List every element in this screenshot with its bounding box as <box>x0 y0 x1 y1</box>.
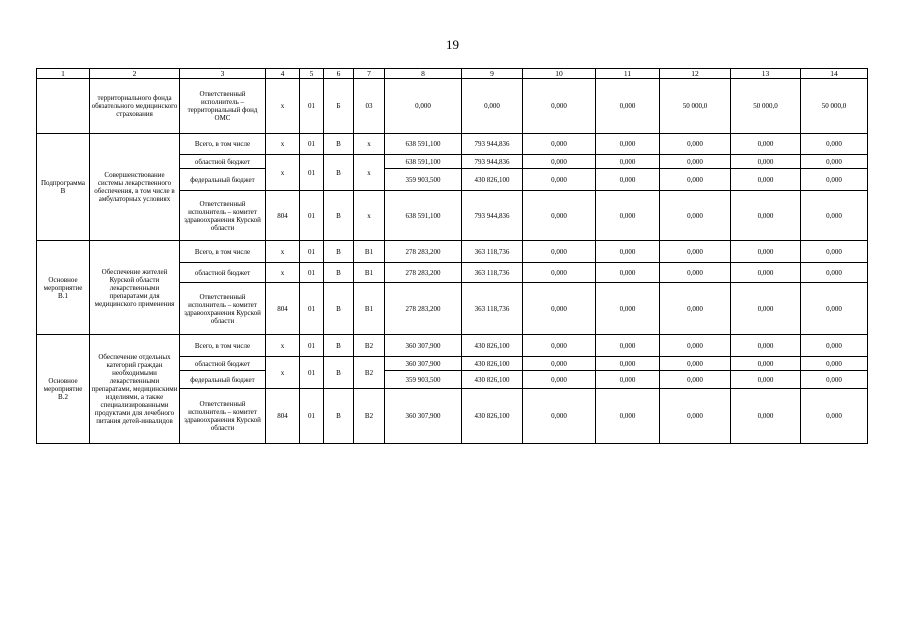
funding-source-cell: Ответственный исполнитель – территориальный фонд ОМС <box>180 79 266 134</box>
value-cell: 0,000 <box>731 155 801 169</box>
value-cell: 0,000 <box>801 169 868 191</box>
table-cell: х <box>266 357 300 389</box>
value-cell: 430 826,100 <box>462 169 523 191</box>
column-header: 7 <box>354 69 385 79</box>
value-cell: 0,000 <box>596 169 660 191</box>
value-cell: 50 000,0 <box>801 79 868 134</box>
column-header: 3 <box>180 69 266 79</box>
value-cell: 430 826,100 <box>462 371 523 389</box>
value-cell: 0,000 <box>596 335 660 357</box>
table-cell: х <box>354 134 385 155</box>
funding-source-cell: Ответственный исполнитель – комитет здравоохранения Курской области <box>180 191 266 241</box>
value-cell: 430 826,100 <box>462 357 523 371</box>
value-cell: 0,000 <box>596 357 660 371</box>
value-cell: 793 944,836 <box>462 155 523 169</box>
value-cell: 0,000 <box>660 169 731 191</box>
column-header: 4 <box>266 69 300 79</box>
table-cell: 01 <box>300 79 324 134</box>
table-cell: В2 <box>354 389 385 444</box>
value-cell: 0,000 <box>731 357 801 371</box>
value-cell: 0,000 <box>523 191 596 241</box>
value-cell: 0,000 <box>731 134 801 155</box>
value-cell: 0,000 <box>731 241 801 263</box>
funding-source-cell: Всего, в том числе <box>180 335 266 357</box>
table-cell: В <box>324 335 354 357</box>
value-cell: 50 000,0 <box>731 79 801 134</box>
value-cell: 0,000 <box>801 191 868 241</box>
table-cell: 804 <box>266 389 300 444</box>
funding-source-cell: Ответственный исполнитель – комитет здравоохранения Курской области <box>180 283 266 335</box>
value-cell: 0,000 <box>523 134 596 155</box>
funding-source-cell: Всего, в том числе <box>180 241 266 263</box>
table-cell: Б <box>324 79 354 134</box>
value-cell: 0,000 <box>731 335 801 357</box>
value-cell: 0,000 <box>523 169 596 191</box>
table-cell: 01 <box>300 155 324 191</box>
table-cell: 804 <box>266 191 300 241</box>
table-cell: 01 <box>300 357 324 389</box>
table-cell: 01 <box>300 335 324 357</box>
value-cell: 0,000 <box>596 134 660 155</box>
value-cell: 0,000 <box>660 241 731 263</box>
value-cell: 0,000 <box>596 263 660 283</box>
value-cell: 363 118,736 <box>462 263 523 283</box>
table-header-row <box>37 69 868 79</box>
value-cell: 0,000 <box>660 335 731 357</box>
value-cell: 0,000 <box>462 79 523 134</box>
funding-source-cell: областной бюджет <box>180 263 266 283</box>
column-header: 13 <box>731 69 801 79</box>
column-header: 12 <box>660 69 731 79</box>
program-label-cell <box>37 79 90 134</box>
value-cell: 0,000 <box>660 389 731 444</box>
table-cell: х <box>266 263 300 283</box>
table-cell: В <box>324 357 354 389</box>
value-cell: 0,000 <box>660 357 731 371</box>
table-cell: 804 <box>266 283 300 335</box>
column-header: 5 <box>300 69 324 79</box>
program-name-cell: Обеспечение отдельных категорий граждан необходимыми лекарственными препаратами, медицинскими изделиями, а также специализированными продуктами для лечебного питания детей-инвалидов <box>90 335 180 444</box>
value-cell: 0,000 <box>660 263 731 283</box>
value-cell: 0,000 <box>523 155 596 169</box>
value-cell: 0,000 <box>660 155 731 169</box>
value-cell: 360 307,900 <box>385 389 462 444</box>
value-cell: 0,000 <box>523 241 596 263</box>
value-cell: 363 118,736 <box>462 241 523 263</box>
table-row <box>37 241 868 263</box>
program-name-cell: Обеспечение жителей Курской области лекарственными препаратами для медицинского применения <box>90 241 180 335</box>
value-cell: 0,000 <box>731 283 801 335</box>
table-cell: В <box>324 241 354 263</box>
table-cell: В <box>324 263 354 283</box>
table-cell: В <box>324 389 354 444</box>
value-cell: 0,000 <box>801 283 868 335</box>
funding-source-cell: федеральный бюджет <box>180 371 266 389</box>
funding-source-cell: Всего, в том числе <box>180 134 266 155</box>
value-cell: 0,000 <box>660 134 731 155</box>
value-cell: 430 826,100 <box>462 389 523 444</box>
value-cell: 0,000 <box>801 371 868 389</box>
value-cell: 0,000 <box>801 357 868 371</box>
value-cell: 0,000 <box>596 155 660 169</box>
program-label-cell: Основное мероприятие В.2 <box>37 335 90 444</box>
value-cell: 0,000 <box>731 169 801 191</box>
value-cell: 0,000 <box>596 283 660 335</box>
table-cell: 01 <box>300 134 324 155</box>
value-cell: 0,000 <box>801 241 868 263</box>
value-cell: 278 283,200 <box>385 283 462 335</box>
program-label-cell: Основное мероприятие В.1 <box>37 241 90 335</box>
value-cell: 360 307,900 <box>385 357 462 371</box>
value-cell: 0,000 <box>731 263 801 283</box>
table-cell: х <box>354 191 385 241</box>
page-number: 19 <box>446 37 459 52</box>
column-header: 14 <box>801 69 868 79</box>
table-cell: х <box>266 134 300 155</box>
value-cell: 50 000,0 <box>660 79 731 134</box>
value-cell: 0,000 <box>523 357 596 371</box>
value-cell: 0,000 <box>596 371 660 389</box>
value-cell: 0,000 <box>731 191 801 241</box>
value-cell: 0,000 <box>523 335 596 357</box>
value-cell: 278 283,200 <box>385 241 462 263</box>
program-name-cell: территориального фонда обязательного медицинского страхования <box>90 79 180 134</box>
value-cell: 0,000 <box>660 191 731 241</box>
table-cell: х <box>354 155 385 191</box>
value-cell: 0,000 <box>523 283 596 335</box>
value-cell: 0,000 <box>660 283 731 335</box>
column-header: 9 <box>462 69 523 79</box>
table-cell: х <box>266 155 300 191</box>
column-header: 8 <box>385 69 462 79</box>
table-cell: 03 <box>354 79 385 134</box>
value-cell: 0,000 <box>596 79 660 134</box>
value-cell: 0,000 <box>596 389 660 444</box>
column-header: 10 <box>523 69 596 79</box>
value-cell: 638 591,100 <box>385 134 462 155</box>
budget-table <box>36 68 868 444</box>
value-cell: 430 826,100 <box>462 335 523 357</box>
funding-source-cell: федеральный бюджет <box>180 169 266 191</box>
program-label-cell: Подпрограмма В <box>37 134 90 241</box>
value-cell: 359 903,500 <box>385 371 462 389</box>
value-cell: 0,000 <box>523 79 596 134</box>
table-cell: 01 <box>300 241 324 263</box>
table-cell: х <box>266 79 300 134</box>
value-cell: 363 118,736 <box>462 283 523 335</box>
table-cell: 01 <box>300 191 324 241</box>
value-cell: 0,000 <box>801 263 868 283</box>
value-cell: 0,000 <box>801 134 868 155</box>
value-cell: 0,000 <box>801 155 868 169</box>
table-cell: 01 <box>300 263 324 283</box>
table-cell: В1 <box>354 263 385 283</box>
table-cell: В <box>324 155 354 191</box>
value-cell: 793 944,836 <box>462 191 523 241</box>
table-cell: В <box>324 283 354 335</box>
table-cell: 01 <box>300 283 324 335</box>
column-header: 2 <box>90 69 180 79</box>
table-cell: х <box>266 241 300 263</box>
value-cell: 793 944,836 <box>462 134 523 155</box>
table-row <box>37 79 868 134</box>
value-cell: 0,000 <box>523 371 596 389</box>
funding-source-cell: областной бюджет <box>180 155 266 169</box>
table-cell: В <box>324 134 354 155</box>
program-name-cell: Совершенствование системы лекарственного обеспечения, в том числе в амбулаторных условиях <box>90 134 180 241</box>
value-cell: 278 283,200 <box>385 263 462 283</box>
value-cell: 359 903,500 <box>385 169 462 191</box>
value-cell: 638 591,100 <box>385 191 462 241</box>
table-row <box>37 134 868 155</box>
value-cell: 0,000 <box>660 371 731 389</box>
value-cell: 638 591,100 <box>385 155 462 169</box>
column-header: 1 <box>37 69 90 79</box>
value-cell: 0,000 <box>731 371 801 389</box>
value-cell: 0,000 <box>523 263 596 283</box>
table-cell: х <box>266 335 300 357</box>
column-header: 11 <box>596 69 660 79</box>
value-cell: 0,000 <box>801 335 868 357</box>
table-cell: В2 <box>354 335 385 357</box>
table-cell: В1 <box>354 283 385 335</box>
value-cell: 0,000 <box>596 241 660 263</box>
table-cell: В <box>324 191 354 241</box>
value-cell: 0,000 <box>801 389 868 444</box>
funding-source-cell: Ответственный исполнитель – комитет здравоохранения Курской области <box>180 389 266 444</box>
funding-source-cell: областной бюджет <box>180 357 266 371</box>
column-header: 6 <box>324 69 354 79</box>
value-cell: 0,000 <box>596 191 660 241</box>
table-cell: В1 <box>354 241 385 263</box>
table-cell: 01 <box>300 389 324 444</box>
value-cell: 0,000 <box>731 389 801 444</box>
value-cell: 0,000 <box>385 79 462 134</box>
value-cell: 0,000 <box>523 389 596 444</box>
value-cell: 360 307,900 <box>385 335 462 357</box>
table-cell: В2 <box>354 357 385 389</box>
table-row <box>37 335 868 357</box>
